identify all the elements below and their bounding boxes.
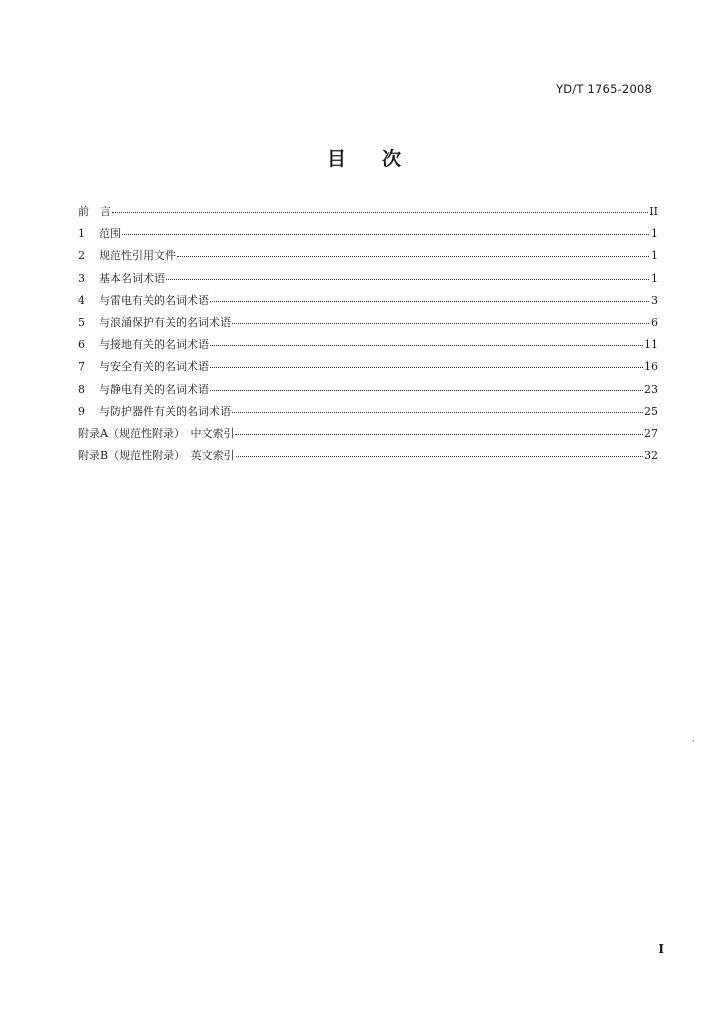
toc-leader-dots (210, 366, 643, 368)
toc-entry-label: 与浪涌保护有关的名词术语 (99, 315, 231, 329)
toc-entry-number: 5 (78, 315, 85, 329)
toc-entry-7[interactable] (78, 358, 658, 380)
toc-entry-1[interactable] (78, 225, 658, 247)
toc-entry-page: 1 (651, 271, 658, 285)
toc-list (78, 203, 658, 469)
toc-entry-page: 11 (644, 338, 658, 352)
standard-code: YD/T 1765-2008 (556, 82, 652, 96)
toc-entry-page: II (649, 205, 658, 218)
toc-title (0, 144, 728, 171)
toc-entry-number: 6 (78, 338, 85, 352)
toc-entry-6[interactable] (78, 336, 658, 358)
toc-entry-page: 32 (644, 449, 658, 463)
toc-entry-label: 范围 (99, 227, 121, 241)
toc-leader-dots (210, 300, 649, 302)
toc-entry-appendix-a[interactable] (78, 425, 658, 447)
toc-entry-number: 9 (78, 404, 85, 418)
toc-entry-page: 25 (644, 404, 658, 418)
toc-leader-dots (122, 233, 649, 235)
toc-entry-label: 前 言 (78, 205, 111, 218)
toc-leader-dots (177, 255, 649, 257)
toc-leader-dots (235, 433, 643, 435)
toc-entry-number: 7 (78, 360, 85, 374)
toc-leader-dots (166, 278, 649, 280)
toc-entry-label: 附录A（规范性附录） 中文索引 (78, 426, 235, 440)
toc-entry-page: 3 (651, 293, 658, 307)
toc-entry-label: 与防护器件有关的名词术语 (99, 404, 231, 418)
toc-entry-page: 27 (644, 426, 658, 440)
toc-leader-dots (232, 322, 649, 324)
scan-speck (693, 740, 694, 742)
toc-entry-3[interactable] (78, 270, 658, 292)
toc-entry-page: 1 (651, 249, 658, 263)
toc-leader-dots (236, 455, 643, 457)
toc-leader-dots (112, 211, 648, 213)
toc-entry-8[interactable] (78, 381, 658, 403)
toc-entry-number: 2 (78, 249, 85, 263)
toc-entry-page: 6 (651, 315, 658, 329)
toc-entry-appendix-b[interactable] (78, 447, 658, 469)
toc-entry-label: 与雷电有关的名词术语 (99, 293, 209, 307)
toc-entry-label: 规范性引用文件 (99, 249, 176, 263)
toc-entry-label: 附录B（规范性附录） 英文索引 (78, 449, 235, 463)
toc-entry-number: 3 (78, 271, 85, 285)
toc-entry-label: 与接地有关的名词术语 (99, 338, 209, 352)
toc-entry-number: 4 (78, 293, 85, 307)
toc-entry-4[interactable] (78, 292, 658, 314)
toc-entry-page: 1 (651, 227, 658, 241)
toc-entry-label: 基本名词术语 (99, 271, 165, 285)
toc-entry-number: 8 (78, 382, 85, 396)
toc-entry-label: 与静电有关的名词术语 (99, 382, 209, 396)
toc-entry-number: 1 (78, 227, 85, 241)
toc-title-char-2: 次 (382, 148, 402, 170)
toc-leader-dots (210, 389, 643, 391)
page-number: I (658, 942, 664, 956)
toc-entry-5[interactable] (78, 314, 658, 336)
toc-leader-dots (210, 344, 643, 346)
toc-entry-9[interactable] (78, 403, 658, 425)
toc-entry-page: 23 (644, 382, 658, 396)
toc-entry-label: 与安全有关的名词术语 (99, 360, 209, 374)
toc-entry-2[interactable] (78, 247, 658, 269)
toc-entry-page: 16 (644, 360, 658, 374)
toc-title-char-1: 目 (326, 148, 346, 170)
toc-entry-foreword[interactable] (78, 203, 658, 225)
toc-leader-dots (232, 411, 643, 413)
